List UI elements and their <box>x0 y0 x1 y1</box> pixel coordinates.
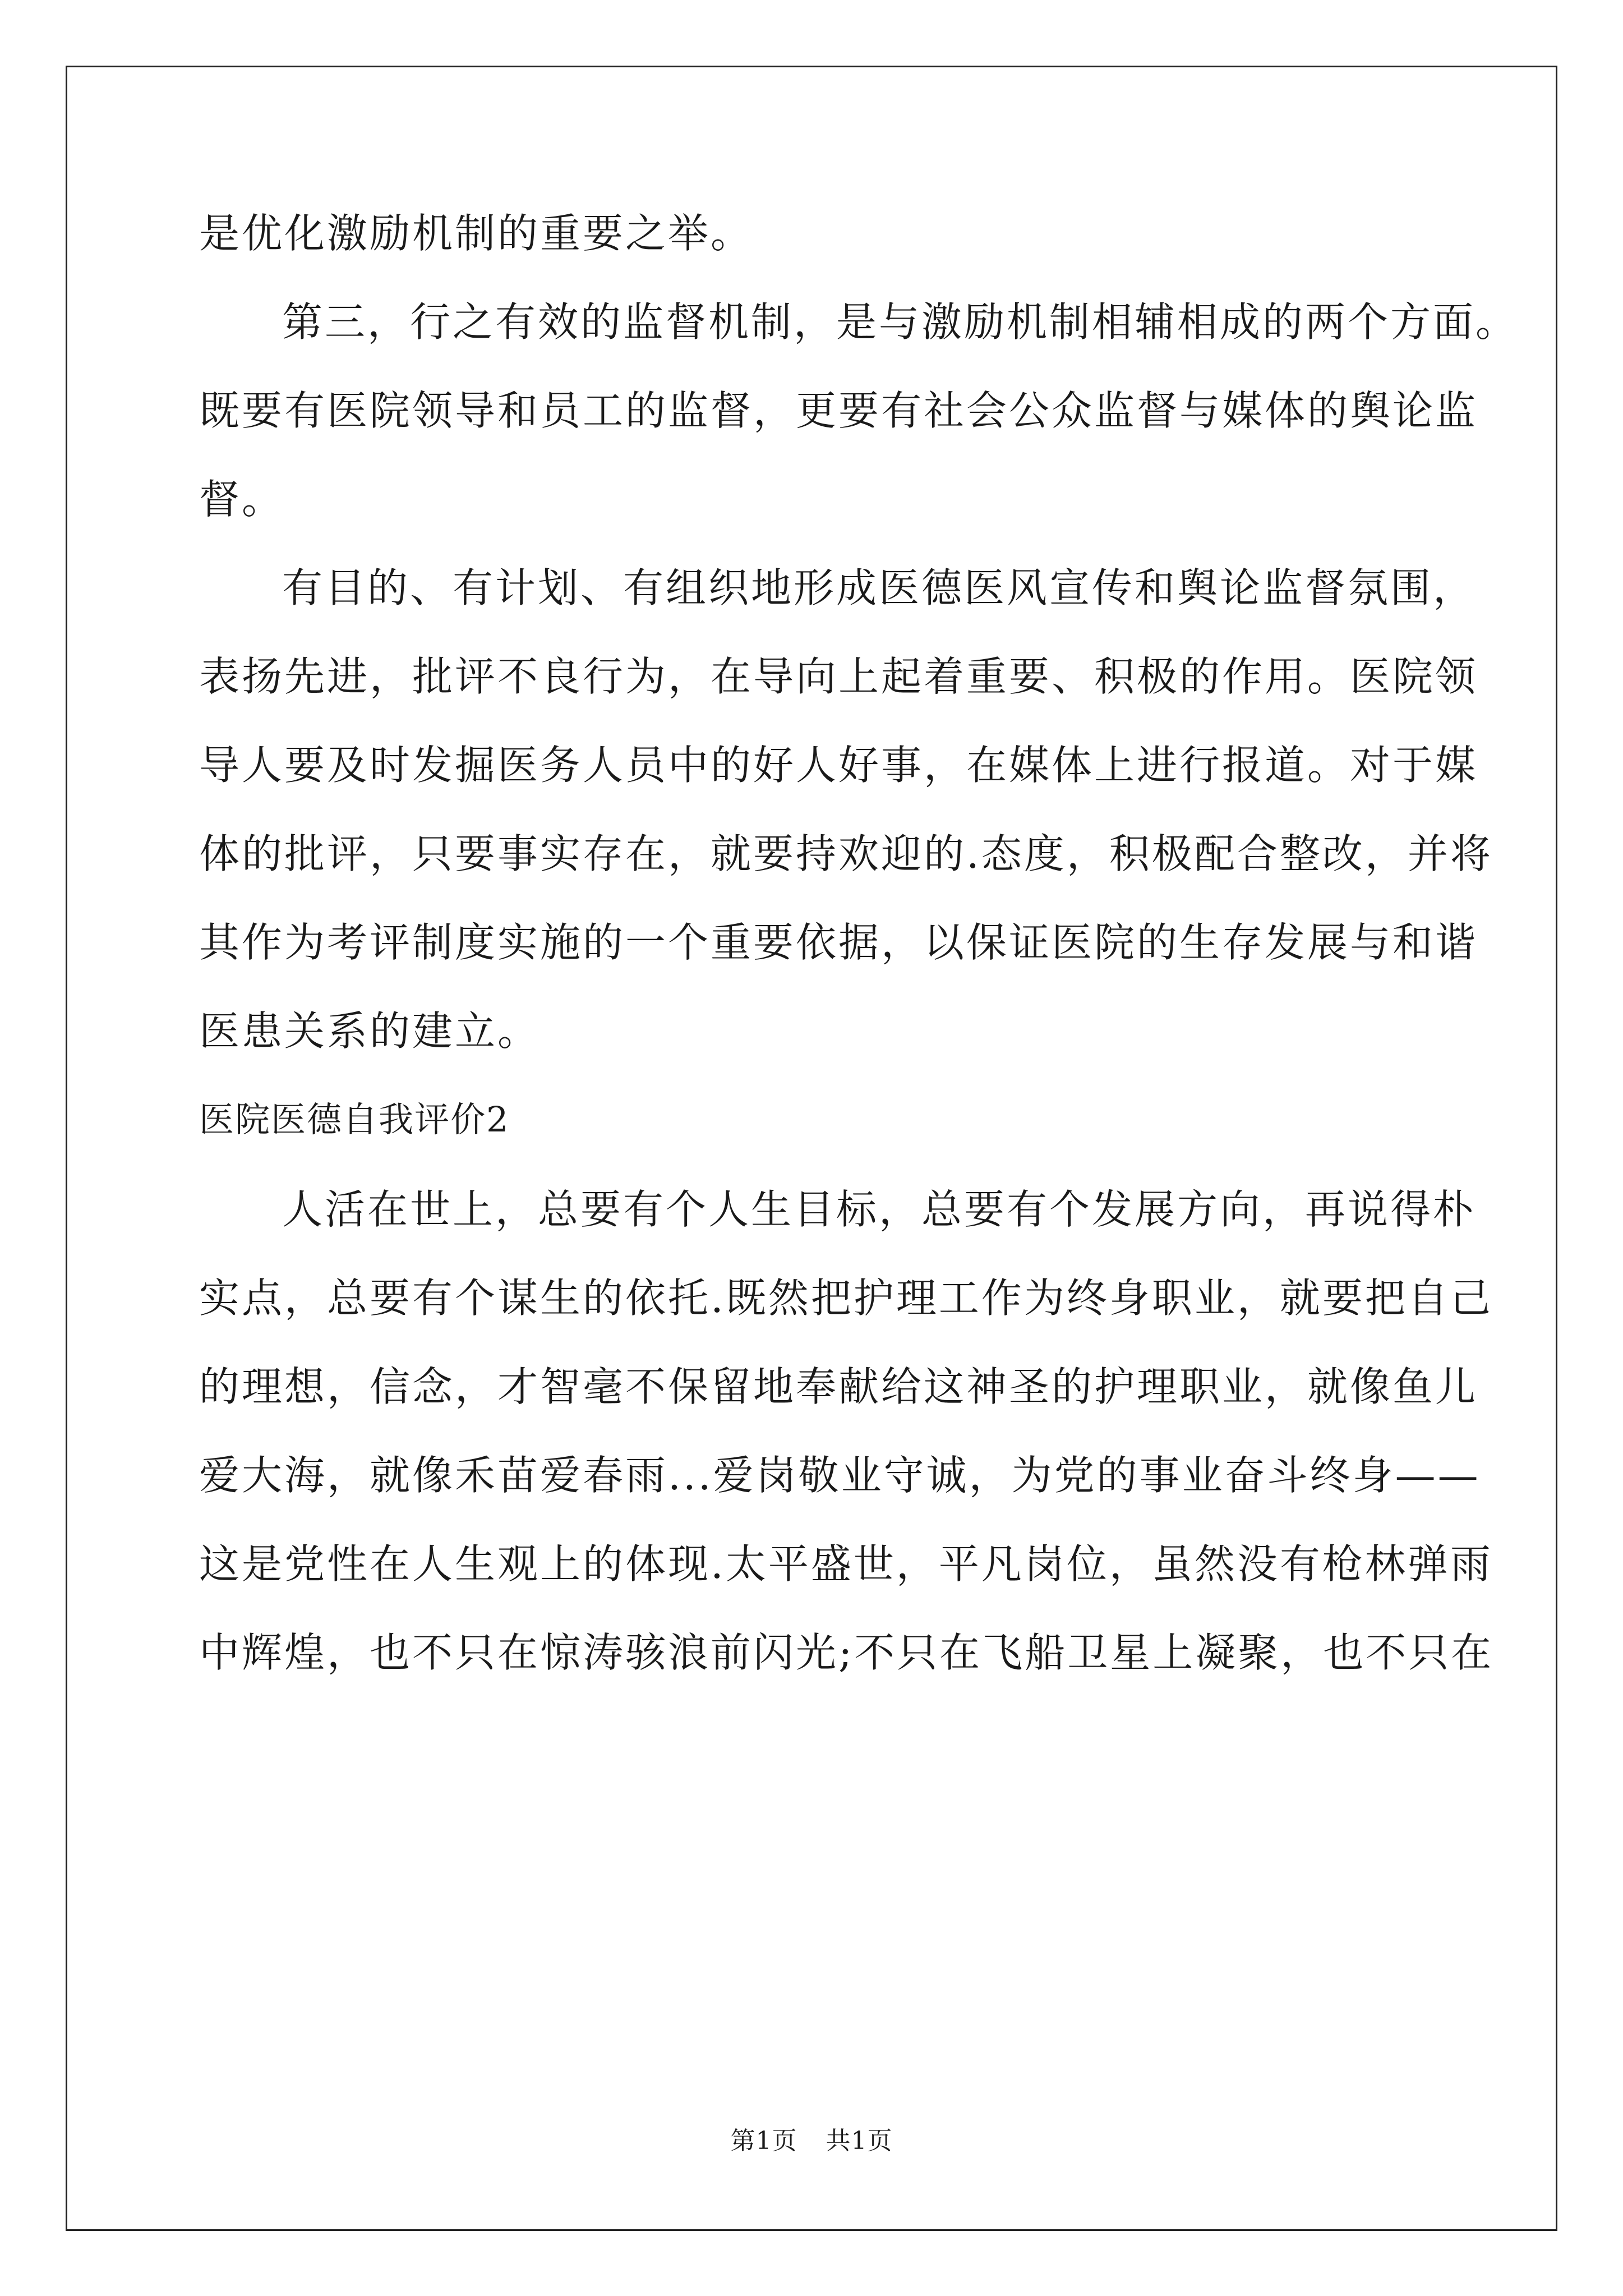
text-line: 体的批评，只要事实存在，就要持欢迎的.态度，积极配合整改，并将 <box>199 830 1493 877</box>
text-line: 导人要及时发掘医务人员中的好人好事，在媒体上进行报道。对于媒 <box>199 742 1478 789</box>
text-line: 是优化激励机制的重要之举。 <box>199 210 754 257</box>
text-line: 既要有医院领导和员工的监督，更要有社会公众监督与媒体的舆论监 <box>199 387 1478 434</box>
text-line: 表扬先进，批评不良行为，在导向上起着重要、积极的作用。医院领 <box>199 653 1478 700</box>
text-line: 中辉煌，也不只在惊涛骇浪前闪光;不只在飞船卫星上凝聚，也不只在 <box>199 1629 1494 1676</box>
paragraph-first-line: 人活在世上，总要有个人生目标，总要有个发展方向，再说得朴 <box>282 1186 1476 1233</box>
text-line: 这是党性在人生观上的体现.太平盛世，平凡岗位，虽然没有枪林弹雨 <box>199 1540 1493 1588</box>
text-line: 其作为考评制度实施的一个重要依据，以保证医院的生存发展与和谐 <box>199 919 1478 966</box>
text-line: 的理想，信念，才智毫不保留地奉献给这神圣的护理职业，就像鱼儿 <box>199 1363 1478 1410</box>
text-line: 督。 <box>199 476 285 523</box>
text-line: 实点，总要有个谋生的依托.既然把护理工作为终身职业，就要把自己 <box>199 1274 1493 1322</box>
text-line: 医患关系的建立。 <box>199 1007 541 1055</box>
paragraph-first-line: 第三，行之有效的监督机制，是与激励机制相辅相成的两个方面。 <box>282 298 1519 346</box>
section-heading: 医院医德自我评价2 <box>199 1099 510 1140</box>
text-line: 爱大海，就像禾苗爱春雨...爱岗敬业守诚，为党的事业奋斗终身—— <box>199 1452 1481 1499</box>
page-total: 共1页 <box>826 2127 893 2155</box>
paragraph-first-line: 有目的、有计划、有组织地形成医德医风宣传和舆论监督氛围， <box>282 564 1476 611</box>
page-number: 第1页 <box>730 2127 797 2155</box>
page-footer <box>0 2120 1623 2156</box>
